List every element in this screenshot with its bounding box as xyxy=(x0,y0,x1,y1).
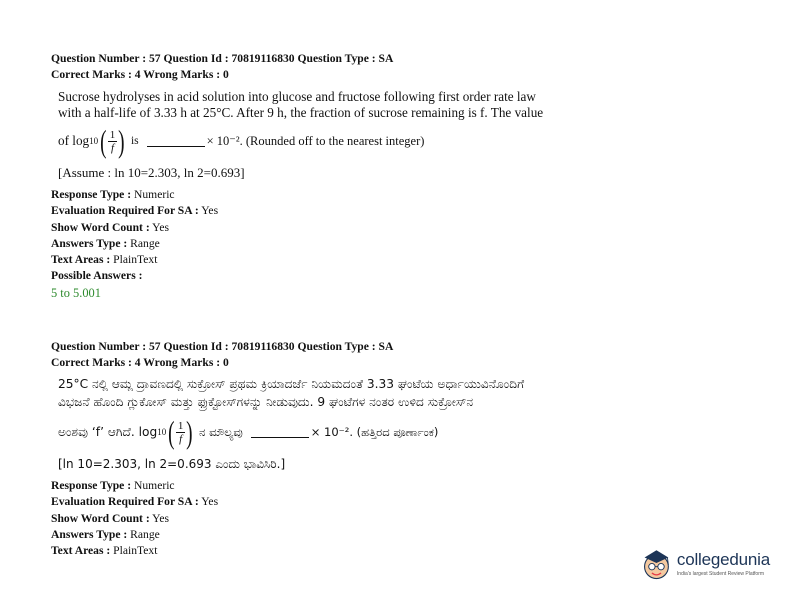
fraction xyxy=(108,129,118,154)
logo-tagline: India's largest Student Review Platform xyxy=(676,570,765,577)
log-text: of log xyxy=(58,133,90,148)
meta-label: Response Type : xyxy=(51,188,132,201)
question-block-2 xyxy=(51,339,751,559)
formula-tail: × 10⁻². (Rounded off to the nearest integer) xyxy=(206,134,425,148)
assumption-text: [ln 10=2.303, ln 2=0.693 ಎಂದು ಭಾವಿಸಿರಿ.] xyxy=(58,457,286,471)
meta-value: Range xyxy=(130,236,160,250)
meta-label: Evaluation Required For SA : xyxy=(51,495,199,509)
marks-line: Correct Marks : 4 Wrong Marks : 0 xyxy=(51,68,229,81)
mascot-icon xyxy=(640,543,673,583)
meta-value: PlainText xyxy=(113,544,158,558)
fraction xyxy=(176,420,186,445)
possible-answer-value: 5 to 5.001 xyxy=(51,285,101,300)
meta-row xyxy=(51,187,751,203)
assumption-text: [Assume : ln 10=2.303, ln 2=0.693] xyxy=(58,165,245,180)
answer-blank xyxy=(147,136,205,147)
meta-label: Show Word Count : xyxy=(51,220,150,234)
meta-row xyxy=(51,220,751,236)
fraction-denominator: f xyxy=(111,141,115,154)
meta-value: PlainText xyxy=(113,253,158,267)
meta-value: Range xyxy=(130,527,160,541)
logo-name: collegedunia xyxy=(676,549,770,569)
paren-close: ) xyxy=(118,123,125,159)
log-subscript: 10 xyxy=(89,136,99,146)
is-text: is xyxy=(130,135,139,147)
paren-open: ( xyxy=(100,123,107,159)
collegedunia-logo xyxy=(640,540,770,586)
meta-value: Yes xyxy=(201,204,219,218)
question-header: Question Number : 57 Question Id : 70819116830 Question Type : SA xyxy=(51,52,394,65)
fraction-numerator: 1 xyxy=(109,128,116,141)
meta-label: Text Areas : xyxy=(51,544,111,558)
paren-open: ( xyxy=(168,414,175,450)
is-text: ನ ಮೌಲ್ಯವು xyxy=(199,425,243,439)
question-header: Question Number : 57 Question Id : 70819116830 Question Type : SA xyxy=(51,340,394,353)
meta-value: Yes xyxy=(152,511,170,525)
meta-label: Text Areas : xyxy=(51,253,111,267)
meta-row xyxy=(51,203,751,219)
meta-label: Evaluation Required For SA : xyxy=(51,204,199,218)
meta-row xyxy=(51,478,751,494)
meta-value: Yes xyxy=(201,495,219,509)
fraction-numerator: 1 xyxy=(177,419,184,432)
question-formula-line xyxy=(58,412,751,452)
meta-label: Answers Type : xyxy=(51,236,128,250)
meta-value: Yes xyxy=(152,220,170,234)
meta-value: Numeric xyxy=(134,479,175,492)
meta-row xyxy=(51,511,751,527)
question-text-line: with a half-life of 3.33 h at 25°C. After 9 h, the fraction of sucrose remaining is f. The value xyxy=(58,105,544,120)
meta-label: Show Word Count : xyxy=(51,511,150,525)
question-text-line: Sucrose hydrolyses in acid solution into glucose and fructose following first order rate law xyxy=(58,89,536,104)
meta-row xyxy=(51,236,751,252)
marks-line: Correct Marks : 4 Wrong Marks : 0 xyxy=(51,356,229,369)
logo-text xyxy=(677,550,770,577)
meta-list xyxy=(51,187,751,285)
question-text-line: ವಿಭಜನೆ ಹೊಂದಿ ಗ್ಲುಕೋಸ್ ಮತ್ತು ಫ್ರುಕ್ಟೋಸ್‌ಗಳನ್ನು ನೀಡುವುದು. 9 ಘಂಟೆಗಳ ನಂತರ ಉಳಿದ ಸುಕ್ರೋಸ್‌ನ xyxy=(58,395,474,409)
meta-label: Possible Answers : xyxy=(51,269,143,283)
meta-label: Answers Type : xyxy=(51,527,128,541)
meta-row xyxy=(51,252,751,268)
meta-value: Numeric xyxy=(134,188,175,201)
meta-row xyxy=(51,494,751,510)
fraction-denominator: f xyxy=(179,432,183,445)
meta-label: Response Type : xyxy=(51,479,132,492)
log-subscript: 10 xyxy=(157,427,167,437)
question-block-1 xyxy=(51,51,751,301)
question-text-line: 25°C ನಲ್ಲಿ ಆಮ್ಲ ದ್ರಾವಣದಲ್ಲಿ ಸುಕ್ರೋಸ್ ಪ್ರಥಮ ಕ್ರಿಯಾದರ್ಜೆ ನಿಯಮದಂತೆ 3.33 ಘಂಟೆಯ ಅರ್ಧಾಯುವಿನೊಂದಿಗೆ xyxy=(58,377,525,391)
paren-close: ) xyxy=(186,414,193,450)
formula-tail: × 10⁻². (ಹತ್ತಿರದ ಪೂರ್ಣಾಂಕ) xyxy=(310,425,439,439)
answer-blank xyxy=(251,427,309,438)
log-text: ಅಂಶವು ‘f’ ಆಗಿದೆ. log xyxy=(58,425,158,439)
meta-row xyxy=(51,268,751,284)
question-formula-line xyxy=(58,121,751,161)
